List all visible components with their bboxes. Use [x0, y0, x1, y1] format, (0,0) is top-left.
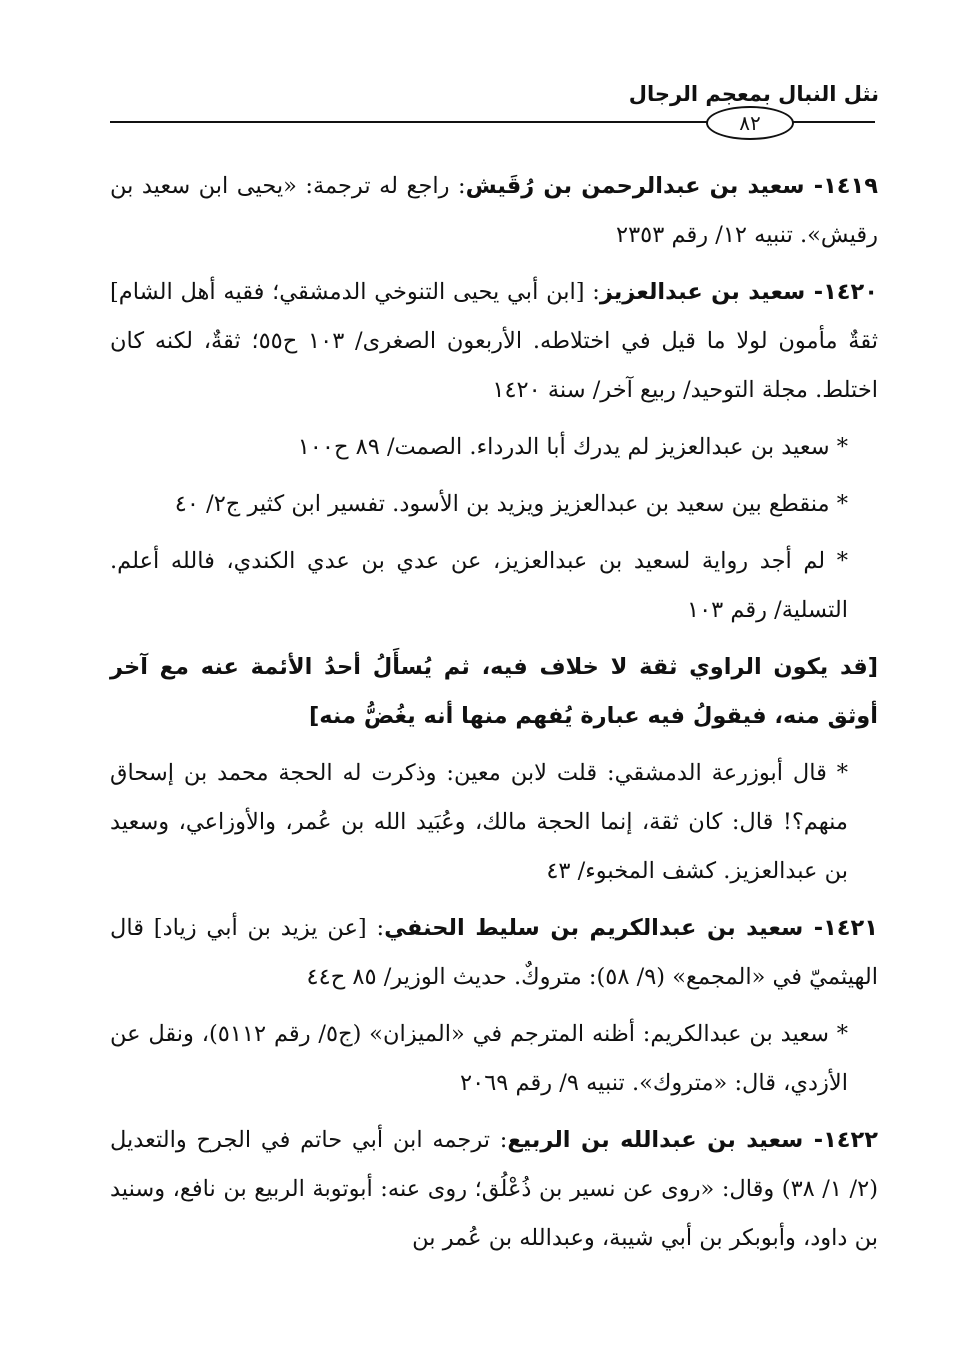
- header-rule: [790, 121, 875, 123]
- note-paragraph: * سعيد بن عبدالعزيز لم يدرك أبا الدرداء. الصمت/ ٨٩ ح١٠٠: [297, 434, 848, 460]
- entry-name: سعيد بن عبدالكريم بن سليط الحنفي: [384, 915, 804, 941]
- note-paragraph: * لم أجد رواية لسعيد بن عبدالعزيز، عن عدي بن عدي الكندي، فالله أعلم. التسلية/ رقم ١٠٣: [110, 548, 848, 623]
- entry-number: ١٤٢٢-: [803, 1127, 879, 1153]
- entry-name: سعيد بن عبدالله بن الربيع: [507, 1127, 804, 1153]
- entry-name: سعيد بن عبدالرحمن بن رُقَيش: [465, 173, 805, 199]
- entry-1420: [110, 268, 878, 415]
- entry-number: ١٤٢٠-: [805, 279, 878, 305]
- rule-heading: [قد يكون الراوي ثقة لا خلاف فيه، ثم يُسأَلُ أحدُ الأئمة عنه مع آخر أوثق منه، فيقولُ فيه عبارة يُفهم منها أنه يغُضُّ منه]: [110, 654, 878, 729]
- page-body: [110, 162, 878, 1263]
- entry-number: ١٤١٩-: [804, 173, 879, 199]
- entry-text: : [ابن أبي يحيى التنوخي الدمشقي؛ فقيه أهل الشام] ثقةٌ مأمون لولا ما قيل في اختلاطه. الأربعون الصغرى/ ١٠٣ ح٥٥؛ ثقةٌ، لكنه كان اختلط. مجلة التوحيد/ ربيع آخر/ سنة ١٤٢٠: [110, 279, 878, 403]
- entry-number: ١٤٢١-: [803, 915, 879, 941]
- entry-text: : ترجمه ابن أبي حاتم في الجرح والتعديل (٢/ ١/ ٣٨) وقال: «روى عن نسير بن ذُعْلُق؛ روى عنه: أبوتوبة الربيع بن نافع، وسنيد بن داود، وأبوبكر بن أبي شيبة، وعبدالله بن عُمر بن: [110, 1127, 879, 1251]
- entry-name: سعيد بن عبدالعزيز: [599, 279, 806, 305]
- entry-1422: [110, 1116, 878, 1263]
- note-paragraph: * سعيد بن عبدالكريم: أظنه المترجم في «الميزان» (ج٥/ رقم ٥١١٢)، ونقل عن الأزدي، قال: «متروك». تنبيه ٩/ رقم ٢٠٦٩: [110, 1021, 849, 1096]
- header-rule: [110, 121, 708, 123]
- note-paragraph: * قال أبوزرعة الدمشقي: قلت لابن معين: وذكرت له الحجة محمد بن إسحاق منهم؟! قال: كان ثقة، إنما الحجة مالك، وعُبَيد الله بن عُمر، والأوزاعي، وسعيد بن عبدالعزيز. كشف المخبوء/ ٤٣: [110, 760, 848, 884]
- entry-text: : راجع له ترجمة: «يحيى ابن سعيد بن رقيش». تنبيه ١٢/ رقم ٢٣٥٣: [110, 173, 878, 248]
- entry-text: : [عن يزيد بن أبي زياد] قال الهيثميّ في «المجمع» (٩/ ٥٨): متروكٌ. حديث الوزير/ ٨٥ ح٤٤: [110, 915, 878, 990]
- book-title: نثل النبال بمعجم الرجال: [628, 82, 879, 106]
- note-paragraph: * منقطع بين سعيد بن عبدالعزيز ويزيد بن الأسود. تفسير ابن كثير ج٢/ ٤٠: [174, 491, 848, 517]
- page-number: ٨٢: [706, 106, 794, 140]
- entry-1419: [110, 162, 878, 260]
- entry-1421: [110, 904, 878, 1002]
